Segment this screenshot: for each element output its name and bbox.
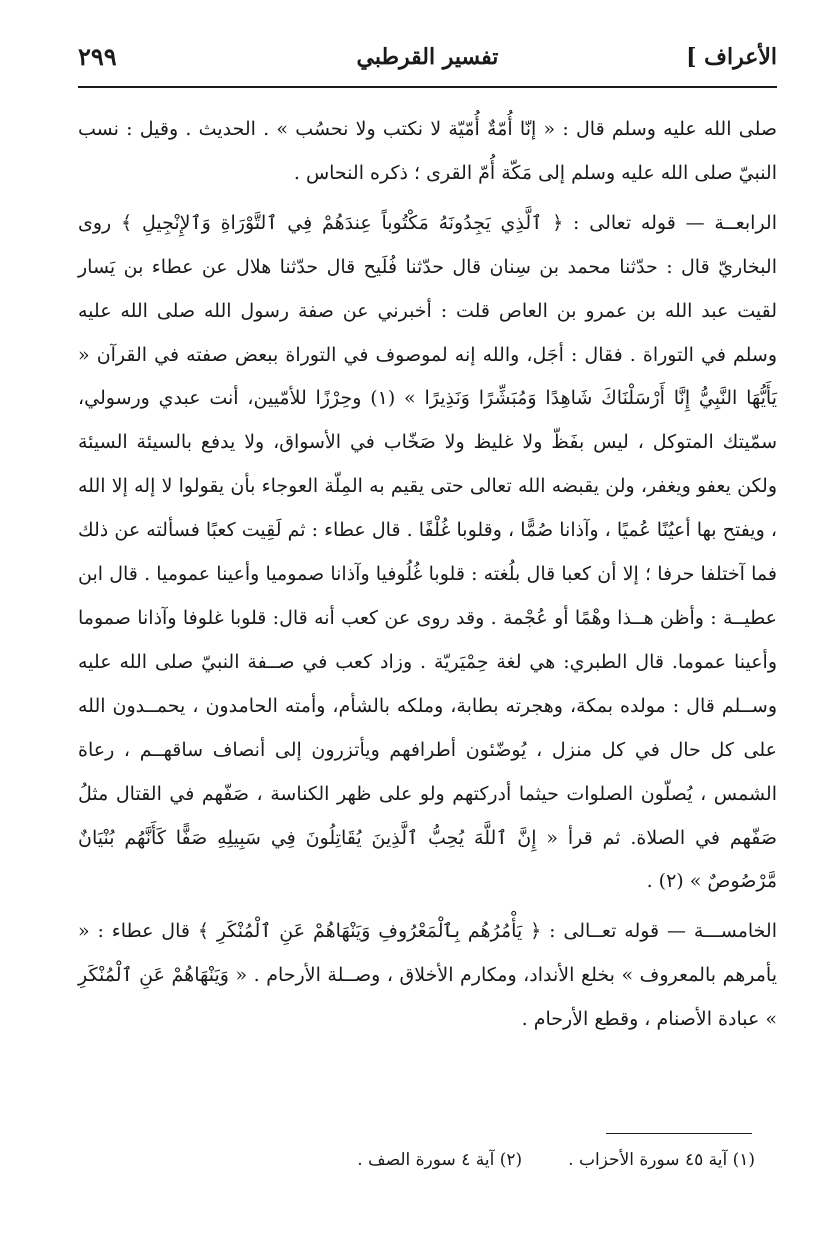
footnote-2: (٢) آية ٤ سورة الصف . bbox=[357, 1150, 523, 1170]
header-rule bbox=[78, 86, 777, 88]
main-text bbox=[78, 108, 777, 1042]
paragraph-hadith-end: صلى الله عليه وسلم قال : « إنّا أُمّةٌ أُمّيّة لا نكتب ولا نحسُب » . الحديث . وقيل : نسب النبيّ صلى الله عليه وسلم إلى مَكّة أُمّ القرى ؛ ذكره النحاس . bbox=[78, 118, 777, 184]
footnote-rule bbox=[606, 1133, 752, 1134]
paragraph-fourth: الرابعــة — قوله تعالى : ﴿ ٱلَّذِي يَجِدُونَهُ مَكْتُوباً عِندَهُمْ فِي ٱلتَّوْرَاةِ وَٱلإِنْجِيلِ ﴾ روى البخاريّ قال : حدّثنا محمد بن سِنان قال حدّثنا فُلَيح قال حدّثنا هلال عن عطاء بن يَسار لقيت عبد الله بن عمرو بن العاص قلت : أخبرني عن صفة رسول الله صلى الله عليه وسلم في التوراة . فقال : أجَل، والله إنه لموصوف في التوراة ببعض صفته في القرآن « يَأَيُّهَا النَّبِيُّ إِنَّا أَرْسَلْنَاكَ شَاهِدًا وَمُبَشِّرًا وَنَذِيرًا » (١) وحِرْزًا للأمّيين، أنت عبدي ورسولي، سمّيتك المتوكل ، ليس بفَظّ ولا غليظ ولا صَخّاب في الأسواق، ولا يدفع بالسيئة السيئة ولكن يعفو ويغفر، ولن يقبضه الله تعالى حتى يقيم به المِلّة العوجاء بأن يقولوا لا إله إلا الله ، ويفتح بها أعيُنًا عُميًا ، وآذانا صُمًّا ، وقلوبا غُلْفًا . قال عطاء : ثم لَقِيت كعبًا فسألته عن ذلك فما آختلفا حرفا ؛ إلا أن كعبا قال بلُغته : قلوبا غُلُوفيا وآذانا صموميا وأعينا عموميا . قال ابن عطيــة : وأظن هــذا وهْمًا أو عُجْمة . وقد روى عن كعب أنه قال: قلوبا غلوفا وآذانا صموما وأعينا عموما. قال الطبري: هي لغة حِمْيَريّة . وزاد كعب في صــفة النبيّ صلى الله عليه وســلم قال : مولده بمكة، وهجرته بطابة، وملكه بالشأم، وأمته الحامدون ، يحمــدون الله على كل حال في كل منزل ، يُوضّئون أطرافهم ويأتزرون إلى أنصاف ساقهــم ، رعاة الشمس ، يُصلّون الصلوات حيثما أدركتهم ولو على ظهر الكناسة ، صَفّهم في القتال مثلُ صَفّهم في الصلاة. ثم قرأ « إِنَّ ٱللَّهَ يُحِبُّ ٱلَّذِينَ يُقَاتِلُونَ فِي سَبِيلِهِ صَفًّا كَأَنَّهُم بُنْيَانٌ مَّرْصُوصٌ » (٢) . bbox=[78, 211, 777, 893]
paragraph-fifth: الخامســـة — قوله تعــالى : ﴿ يَأْمُرُهُم بِٱلْمَعْرُوفِ وَيَنْهَاهُمْ عَنِ ٱلْمُنْكَرِ ﴾ قال عطاء : « يأمرهم بالمعروف » بخلع الأنداد، ومكارم الأخلاق ، وصــلة الأرحام . « وَيَنْهَاهُمْ عَنِ ٱلْمُنْكَرِ » عبادة الأصنام ، وقطع الأرحام . bbox=[78, 920, 777, 1031]
footnotes bbox=[240, 1150, 755, 1170]
page-header bbox=[78, 38, 777, 82]
surah-running-head: الأعراف ] bbox=[686, 44, 777, 70]
book-title: تفسير القرطبي bbox=[356, 44, 499, 70]
footnote-1: (١) آية ٤٥ سورة الأحزاب . bbox=[568, 1150, 755, 1170]
page-number: ٢٩٩ bbox=[78, 42, 117, 71]
